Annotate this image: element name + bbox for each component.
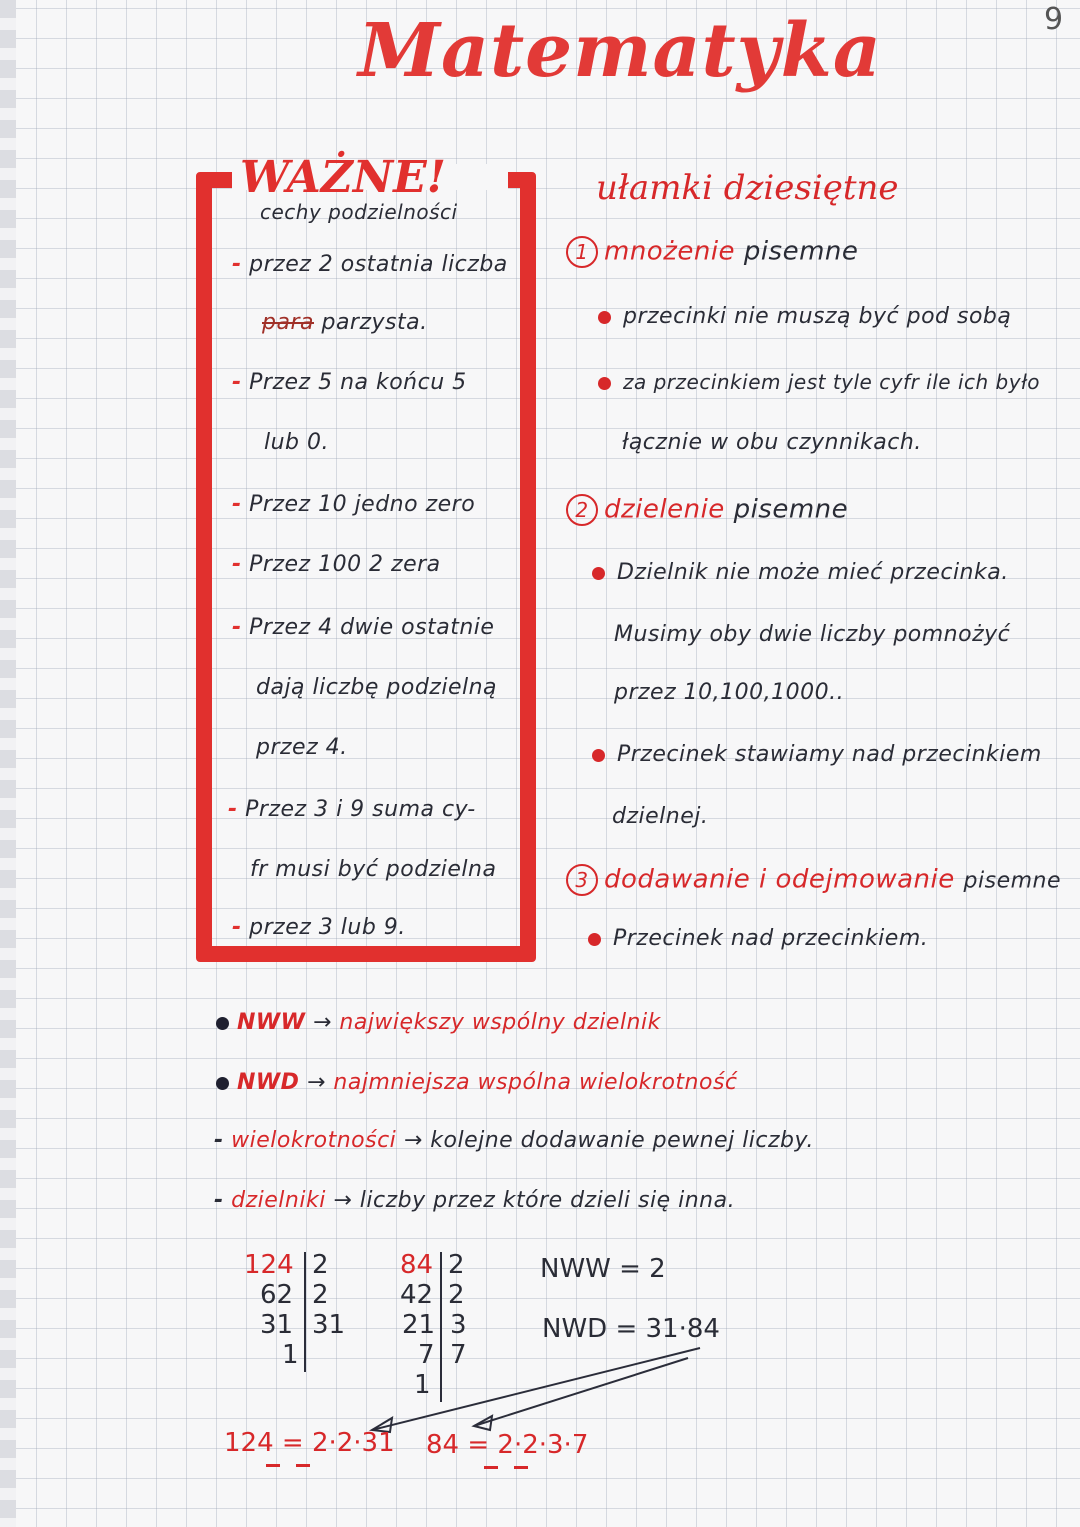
rule-7: - przez 3 lub 9. (232, 915, 406, 940)
number-1-icon: 1 (566, 236, 598, 268)
factor-a-left-2: 31 (260, 1310, 294, 1340)
section-2-bullet-1: Dzielnik nie może mieć przecinka. (592, 560, 1009, 585)
number-3-icon: 3 (566, 864, 598, 896)
section-2-bullet-1-cont2: przez 10,100,1000.. (614, 680, 845, 705)
page-title: Matematyka (358, 8, 882, 94)
factor-b-right-1: 2 (448, 1280, 465, 1310)
definition-multiples: - wielokrotności → kolejne dodawanie pewnej liczby. (214, 1128, 814, 1153)
rule-1-cont: para parzysta. (262, 310, 428, 335)
factor-a-right-2: 31 (312, 1310, 346, 1340)
section-2-title: 2 dzielenie pisemne (566, 494, 848, 526)
definition-nwd: NWD → najmniejsza wspólna wielokrotność (216, 1070, 738, 1095)
box-heading: WAŻNE! (240, 152, 446, 203)
section-1-title: 1 mnożenie pisemne (566, 236, 858, 268)
rule-2: - Przez 5 na końcu 5 (232, 370, 467, 395)
factor-b-left-1: 42 (400, 1280, 434, 1310)
rule-3: - Przez 10 jedno zero (232, 492, 476, 517)
factor-a-right-1: 2 (312, 1280, 329, 1310)
factor-a-left-1: 62 (260, 1280, 294, 1310)
factor-b-left-0: 84 (400, 1250, 434, 1280)
factorization-result-a: 124 = 2·2·31 (224, 1428, 395, 1458)
section-2-bullet-1-cont: Musimy oby dwie liczby pomnożyć (614, 622, 1011, 647)
nww-result: NWW = 2 (540, 1254, 666, 1284)
factor-b-left-3: 7 (418, 1340, 435, 1370)
section-2-bullet-2-cont: dzielnej. (612, 804, 709, 829)
number-2-icon: 2 (566, 494, 598, 526)
rule-5-cont2: przez 4. (256, 735, 348, 760)
factor-b-left-2: 21 (402, 1310, 436, 1340)
rule-1: - przez 2 ostatnia liczba (232, 252, 508, 277)
factor-a-left-3: 1 (282, 1340, 299, 1370)
section-3-bullet-1: Przecinek nad przecinkiem. (588, 926, 928, 951)
page-number: 9 (1044, 2, 1064, 37)
nwd-result: NWD = 31·84 (542, 1314, 720, 1344)
rule-5-cont: dają liczbę podzielną (256, 675, 498, 700)
definition-nww: NWW → największy wspólny dzielnik (216, 1010, 661, 1035)
rule-5: - Przez 4 dwie ostatnie (232, 615, 495, 640)
fractions-heading: ułamki dziesiętne (596, 168, 899, 208)
factor-b-right-2: 3 (450, 1310, 467, 1340)
section-1-bullet-2-cont: łącznie w obu czynnikach. (622, 430, 922, 455)
factor-a-left-0: 124 (244, 1250, 294, 1280)
factor-b-right-0: 2 (448, 1250, 465, 1280)
rule-4: - Przez 100 2 zera (232, 552, 441, 577)
box-subheading: cechy podzielności (260, 200, 458, 224)
section-3-title: 3 dodawanie i odejmowanie pisemne (566, 864, 1061, 896)
factor-b-right-3: 7 (450, 1340, 467, 1370)
factor-b-left-4: 1 (414, 1370, 431, 1400)
definition-divisors: - dzielniki → liczby przez które dzieli się inna. (214, 1188, 736, 1213)
factorization-result-b: 84 = 2·2·3·7 (426, 1430, 589, 1460)
rule-2-cont: lub 0. (264, 430, 330, 455)
section-1-bullet-1: przecinki nie muszą być pod sobą (598, 304, 1011, 329)
factor-a-right-0: 2 (312, 1250, 329, 1280)
section-2-bullet-2: Przecinek stawiamy nad przecinkiem (592, 742, 1042, 767)
section-1-bullet-2: za przecinkiem jest tyle cyfr ile ich było (598, 370, 1040, 394)
rule-6: - Przez 3 i 9 suma cy- (228, 797, 476, 822)
rule-6-cont: fr musi być podzielna (250, 857, 497, 882)
